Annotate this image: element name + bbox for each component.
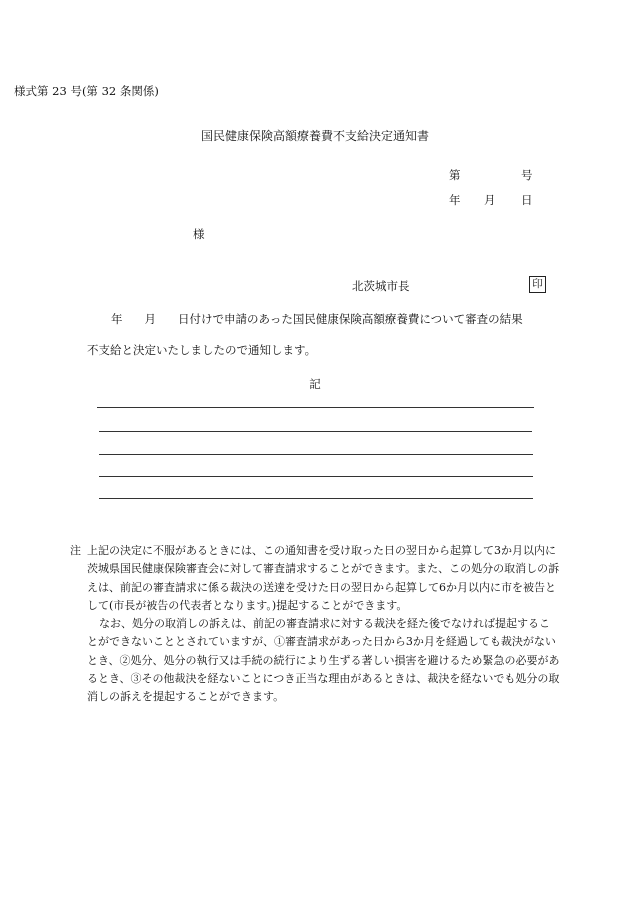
blank-line: [99, 431, 532, 432]
blank-line: [97, 407, 534, 408]
body-line-1: [111, 311, 523, 327]
note-label: 注: [70, 544, 81, 557]
body-line-2: 不支給と決定いたしましたので通知します。: [87, 343, 317, 357]
document-title: 国民健康保険高額療養費不支給決定通知書: [200, 129, 429, 143]
blank-line: [99, 498, 533, 499]
date-day-label: 日: [521, 193, 533, 207]
note-paragraph-1-text: 上記の決定に不服があるときには、この通知書を受け取った日の翌日から起算して3か月以内に茨城県国民健康保険審査会に対して審査請求することができます。また、この処分の取消しの訴えは、前記の審査請求に係る裁決の送達を受けた日の翌日から起算して6か月以内に市を被告として(市長が被告の代表者となります。)提起することができます。: [87, 544, 560, 612]
body-year-label: 年: [111, 312, 123, 326]
number-suffix: 号: [521, 168, 533, 182]
blank-line: [99, 476, 533, 477]
date-month-label: 月: [484, 193, 496, 207]
notes-section: [70, 542, 560, 707]
addressee-suffix: 様: [193, 227, 205, 241]
body-line-1-text: 日付けで申請のあった国民健康保険高額療養費について審査の結果: [178, 312, 523, 326]
blank-line: [99, 454, 533, 455]
date-year-label: 年: [449, 193, 461, 207]
note-paragraph-1: [70, 542, 560, 615]
issuer-name: 北茨城市長: [352, 279, 410, 293]
ki-heading: 記: [309, 377, 321, 391]
seal-mark: 印: [529, 276, 546, 293]
body-month-label: 月: [144, 312, 156, 326]
note-paragraph-2: なお、処分の取消しの訴えは、前記の審査請求に対する裁決を経た後でなければ提起することができないこととされていますが、①審査請求があった日から3か月を経過しても裁決がないとき、②処分、処分の執行又は手続の続行により生ずる著しい損害を避けるため緊急の必要があるとき、③その他裁決を経ないことにつき正当な理由があるときは、裁決を経ないでも処分の取消しの訴えを提起することができます。: [87, 617, 560, 704]
form-number: 様式第 23 号(第 32 条関係): [14, 84, 159, 98]
number-prefix: 第: [449, 168, 461, 182]
